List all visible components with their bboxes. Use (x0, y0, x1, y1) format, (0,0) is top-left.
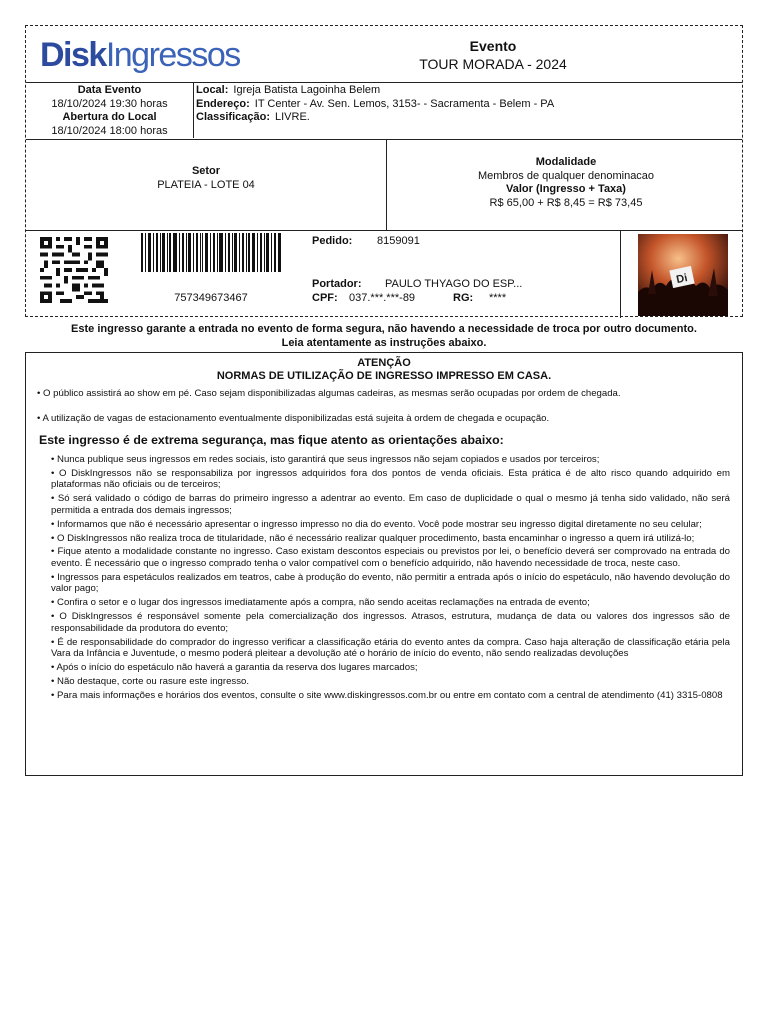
modalidade-label: Modalidade (535, 156, 597, 168)
attention-title: ATENÇÃO (357, 357, 411, 369)
security-list (51, 454, 730, 704)
list-item: • O DiskIngressos é responsável somente pela comercialização dos ingressos. Atrasos, estrutura, mudança de data ou valores dos ingressos são de responsabilidade da produtora do evento; (51, 611, 730, 634)
endereco-label: Endereço: (196, 97, 250, 110)
abertura-label: Abertura do Local (62, 111, 157, 123)
evento-label: Evento (469, 38, 517, 54)
list-item: • Informamos que não é necessário apresentar o ingresso impresso no dia do evento. Você pode mostrar seu ingresso digital diretamente no seu celular; (51, 518, 702, 530)
list-item: • Após o início do espetáculo não haverá a garantia da reserva dos lugares marcados; (51, 661, 418, 673)
svg-text:Di: Di (675, 272, 689, 287)
data-evento-value: 18/10/2024 19:30 horas (51, 97, 168, 110)
barcode (141, 233, 281, 272)
guarantee-line-1: Este ingresso garante a entrada no evento de forma segura, não havendo a necessidade de troca por outro documento. (71, 323, 697, 335)
cpf-label: CPF: (312, 292, 338, 304)
valor-label: Valor (Ingresso + Taxa) (506, 183, 626, 195)
data-evento-label: Data Evento (77, 84, 142, 96)
guarantee-line-2: Leia atentamente as instruções abaixo. (281, 337, 487, 349)
diskingressos-logo: DiskIngressos (40, 36, 240, 74)
list-item: • O DiskIngressos não se responsabiliza por ingressos adquiridos fora dos pontos de venda oficiais. Esta prática é de alto risco quando adquirido em plataformas não oficiais ou de terceiros; (51, 467, 730, 491)
rg-value: **** (489, 292, 507, 304)
rg-label: RG: (453, 292, 474, 304)
classificacao-value: LIVRE. (274, 111, 310, 123)
guarantee-notice (25, 322, 743, 350)
cpf-value: 037.***.***-89 (349, 292, 416, 304)
security-title: Este ingresso é de extrema segurança, mas fique atento as orientações abaixo: (39, 433, 504, 447)
local-value: Igreja Batista Lagoinha Belem (233, 84, 381, 96)
ticket (25, 25, 743, 317)
endereco-value: IT Center - Av. Sen. Lemos, 3153- - Sacramenta - Belem - PA (254, 97, 555, 110)
attention-subtitle: NORMAS DE UTILIZAÇÃO DE INGRESSO IMPRESSO EM CASA. (216, 370, 552, 382)
list-item: • Para mais informações e horários dos eventos, consulte o site www.diskingressos.com.br ou entre em contato com a central de atendimento (41) 3315-0808 (51, 689, 723, 701)
modalidade-section (388, 140, 744, 230)
setor-section (26, 140, 387, 230)
list-item: • Não destaque, corte ou rasure este ingresso. (51, 675, 250, 687)
list-item: • É de responsabilidade do comprador do ingresso verificar a classificação etária do evento antes da compra. Caso haja alteração de classificação etária pela Vara da Infância e Juventude, o mesmo poderá pleitear a devolução até o horário de início do evento, não sendo realizadas devoluções (51, 636, 730, 660)
list-item: • Ingressos para espetáculos realizados em teatros, cabe à produção do evento, não permitir a entrada após o início do espetáculo, não havendo devolução do valor pago; (51, 571, 730, 595)
event-image-cell (620, 231, 744, 318)
setor-value: PLATEIA - LOTE 04 (157, 179, 255, 191)
location-section (196, 83, 554, 125)
list-item: • Só será validado o código de barras do primeiro ingresso a adentrar ao evento. Em caso de duplicidade o qual o mesmo já tenha sido validado, não será permitida a entrada dos demais ingressos; (51, 493, 730, 516)
classificacao-label: Classificação: (196, 111, 270, 123)
list-item: • O DiskIngressos não realiza troca de titularidade, não é necessário realizar qualquer procedimento, basta encaminhar o ingresso a quem irá utilizá-lo; (51, 532, 695, 544)
date-section (26, 83, 194, 138)
pedido-label: Pedido: (312, 235, 353, 247)
pedido-value: 8159091 (377, 235, 420, 247)
local-label: Local: (196, 84, 229, 96)
evento-name: TOUR MORADA - 2024 (419, 56, 567, 72)
modalidade-value: Membros de qualquer denominacao (477, 169, 655, 182)
abertura-value: 18/10/2024 18:00 horas (51, 124, 168, 137)
rules-box (25, 352, 743, 776)
list-item: • Nunca publique seus ingressos em redes sociais, isto garantirá que seus ingressos não sejam copiados e usados por terceiros; (51, 454, 600, 465)
list-item: • Confira o setor e o lugar dos ingressos imediatamente após a compra, não sendo aceitas reclamações na entrada de evento; (51, 597, 590, 609)
general-rule: • A utilização de vagas de estacionamento eventualmente disponibilizadas está sujeita à ordem de chegada e ocupação. (37, 413, 550, 424)
list-item: • Fique atento a modalidade constante no ingresso. Caso existam descontos especiais ou previstos por lei, o benefício deverá ser comprovado na entrada do evento. É necessário que o ingresso comprado tenha o valor compatível com o benefício adquirido, não havendo necessidade de troca, neste caso. (51, 546, 730, 569)
portador-value: PAULO THYAGO DO ESP... (385, 278, 523, 290)
general-rule: • O público assistirá ao show em pé. Caso sejam disponibilizadas algumas cadeiras, as mesmas serão ocupadas por ordem de chegada. (37, 388, 621, 399)
qr-code (40, 237, 108, 303)
portador-label: Portador: (312, 278, 362, 290)
valor-value: R$ 65,00 + R$ 8,45 = R$ 73,45 (489, 196, 643, 209)
setor-label: Setor (191, 165, 221, 177)
event-photo (638, 234, 728, 316)
barcode-number: 757349673467 (174, 292, 248, 304)
